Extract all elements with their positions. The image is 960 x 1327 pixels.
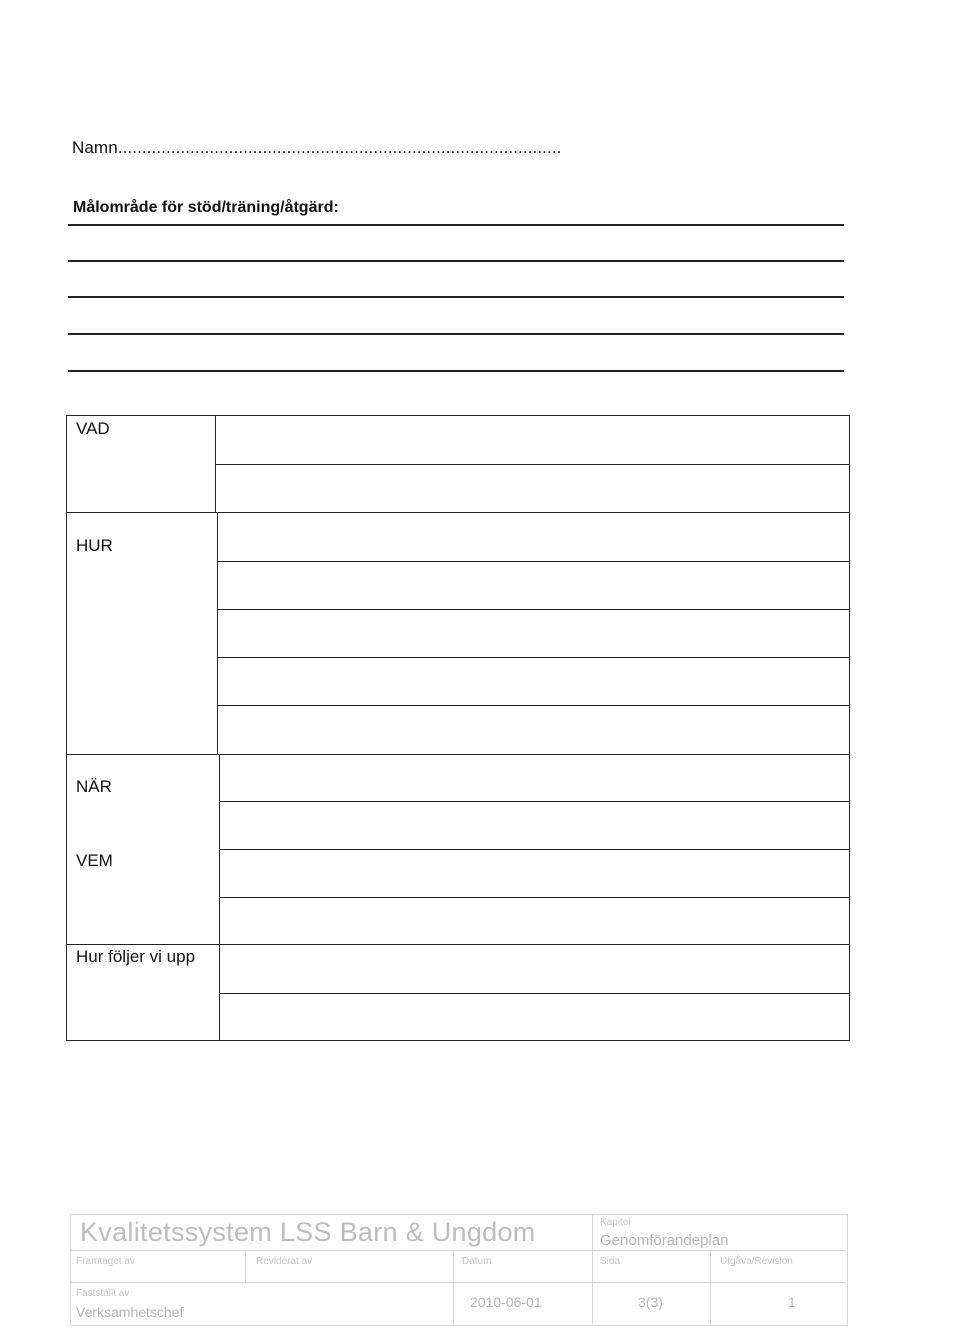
page-value: 3(3): [638, 1294, 663, 1310]
document-footer: [70, 1214, 846, 1324]
nar-entry-area[interactable]: [221, 755, 849, 849]
date-value: 2010-06-01: [470, 1294, 542, 1310]
footer-divider: [70, 1282, 846, 1283]
edition-value: 1: [788, 1294, 796, 1310]
hur-entry-area[interactable]: [219, 513, 849, 754]
footer-divider: [592, 1214, 593, 1324]
footer-divider: [453, 1250, 454, 1324]
target-area-line-2[interactable]: [68, 260, 844, 262]
approved-by-value: Verksamhetschef: [76, 1304, 184, 1320]
target-area-line-5[interactable]: [68, 370, 844, 372]
name-field-label: Namn............................................................................................: [72, 138, 562, 157]
footer-divider: [70, 1250, 846, 1251]
edition-label: Utgåva/Revision: [720, 1256, 793, 1267]
target-area-line-3[interactable]: [68, 296, 844, 298]
vem-entry-area[interactable]: [221, 850, 849, 944]
follow-up-entry-area[interactable]: [221, 945, 849, 1041]
quality-system-title: Kvalitetssystem LSS Barn & Ungdom: [80, 1217, 536, 1247]
follow-up-label: Hur följer vi upp: [76, 947, 196, 966]
plan-table: [66, 415, 850, 1041]
date-label: Datum: [462, 1256, 492, 1267]
document-name: Genomförandeplan: [600, 1232, 729, 1249]
target-area-line-1[interactable]: [68, 224, 844, 226]
vad-entry-area[interactable]: [217, 416, 849, 512]
target-area-heading: Målområde för stöd/träning/åtgärd:: [73, 199, 339, 216]
column-divider: [217, 512, 218, 755]
footer-divider: [710, 1250, 711, 1324]
nar-label: NÄR: [76, 777, 112, 796]
revised-by-label: Reviderat av: [256, 1256, 313, 1267]
footer-divider: [245, 1250, 246, 1282]
produced-by-label: Framtaget av: [76, 1256, 135, 1267]
chapter-label: Kapitel: [600, 1217, 631, 1228]
target-area-line-4[interactable]: [68, 333, 844, 335]
vem-label: VEM: [76, 851, 113, 870]
hur-label: HUR: [76, 536, 113, 555]
vad-label: VAD: [76, 419, 110, 438]
page-label: Sida: [600, 1256, 621, 1267]
approved-by-label: Fastställt av: [76, 1288, 130, 1299]
